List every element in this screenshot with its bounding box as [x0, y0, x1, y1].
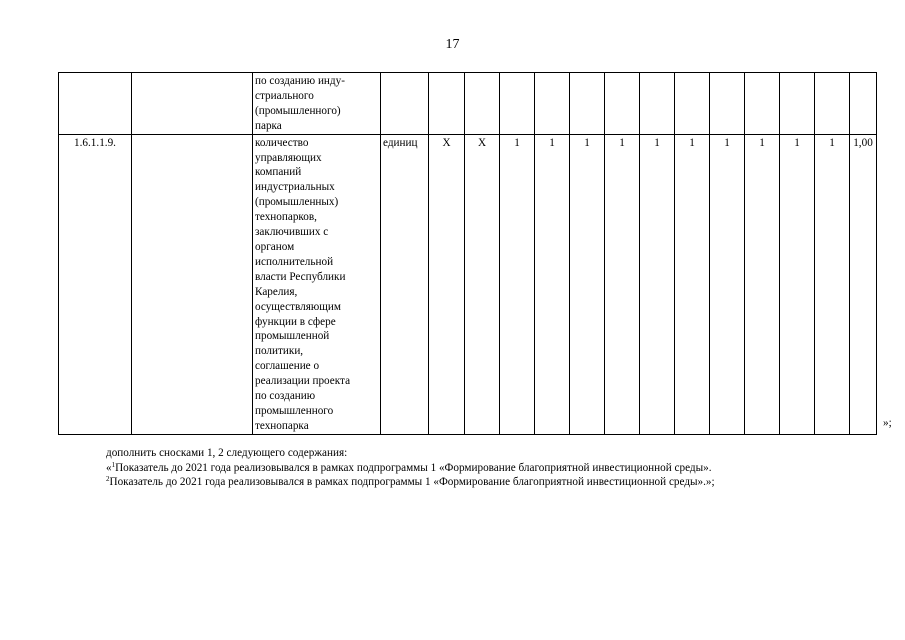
value-cell [745, 73, 780, 135]
footnote-2-text: Показатель до 2021 года реализовывался в рамках подпрограммы 1 «Формирование благоприятной инвестиционной среды».»; [109, 476, 715, 488]
value-cell: Х [465, 134, 500, 434]
value-cell [850, 73, 877, 135]
value-cell: 1 [535, 134, 570, 434]
value-cell [535, 73, 570, 135]
row-unit-cell [381, 73, 429, 135]
value-cell: 1 [815, 134, 850, 434]
value-cell: 1,00 [850, 134, 877, 434]
description-line: индустриальных [255, 181, 335, 194]
row-code-cell [59, 73, 132, 135]
description-line: промышленного [255, 404, 334, 417]
description-line: функции в сфере [255, 315, 336, 328]
description-line: по созданию инду- [255, 75, 345, 87]
description-line: политики, [255, 345, 304, 358]
value-cell: 1 [640, 134, 675, 434]
value-cell: 1 [780, 134, 815, 434]
description-line: заключивших с [255, 226, 329, 239]
description-line: компаний [255, 166, 302, 179]
description-line: Карелия, [255, 285, 298, 298]
table-row [59, 73, 877, 135]
footnotes-intro: дополнить сносками 1, 2 следующего содержания: [106, 447, 348, 459]
description-line: промышленной [255, 330, 330, 343]
footnote-1 [106, 461, 715, 476]
value-cell: 1 [675, 134, 710, 434]
value-cell [605, 73, 640, 135]
row-description-cell [253, 73, 381, 135]
description-line: органом [255, 240, 295, 253]
value-cell [465, 73, 500, 135]
footnote-2-marker: 2 [106, 475, 110, 483]
table-row [59, 134, 877, 434]
value-cell [429, 73, 465, 135]
row-code-cell: 1.6.1.1.9. [59, 134, 132, 434]
row-unit-cell: единиц [381, 134, 429, 434]
value-cell: 1 [710, 134, 745, 434]
value-cell [815, 73, 850, 135]
description-line: стриального [255, 89, 314, 102]
description-line: технопарков, [255, 211, 317, 224]
footnote-1-marker: 1 [111, 460, 116, 469]
description-line: технопарка [255, 419, 309, 432]
value-cell [710, 73, 745, 135]
description-line: по созданию [255, 390, 316, 403]
value-cell [640, 73, 675, 135]
description-line: управляющих [255, 151, 322, 164]
indicator-table [58, 72, 877, 435]
value-cell [500, 73, 535, 135]
value-cell [675, 73, 710, 135]
page-number: 17 [445, 37, 460, 52]
row-col2-cell [132, 73, 253, 135]
description-line: исполнительной [255, 255, 334, 268]
value-cell [780, 73, 815, 135]
closing-quote: »; [883, 417, 892, 429]
value-cell: Х [429, 134, 465, 434]
value-cell: 1 [570, 134, 605, 434]
row-col2-cell [132, 134, 253, 434]
footnotes-block [106, 446, 715, 490]
value-cell: 1 [745, 134, 780, 434]
value-cell [570, 73, 605, 135]
description-line: количество [255, 136, 309, 149]
footnote-2 [106, 475, 715, 490]
description-line: осуществляющим [255, 300, 341, 313]
description-line: реализации проекта [255, 375, 351, 388]
footnote-1-quote: « [106, 461, 112, 474]
description-line: парка [255, 119, 282, 132]
footnote-1-text: Показатель до 2021 года реализовывался в рамках подпрограммы 1 «Формирование благоприятной инвестиционной среды». [115, 461, 712, 474]
description-line: (промышленного) [255, 104, 341, 117]
value-cell: 1 [605, 134, 640, 434]
row-description-cell [253, 134, 381, 434]
value-cell: 1 [500, 134, 535, 434]
description-line: (промышленных) [255, 196, 339, 209]
description-line: соглашение о [255, 360, 320, 373]
description-line: власти Республики [255, 270, 346, 283]
